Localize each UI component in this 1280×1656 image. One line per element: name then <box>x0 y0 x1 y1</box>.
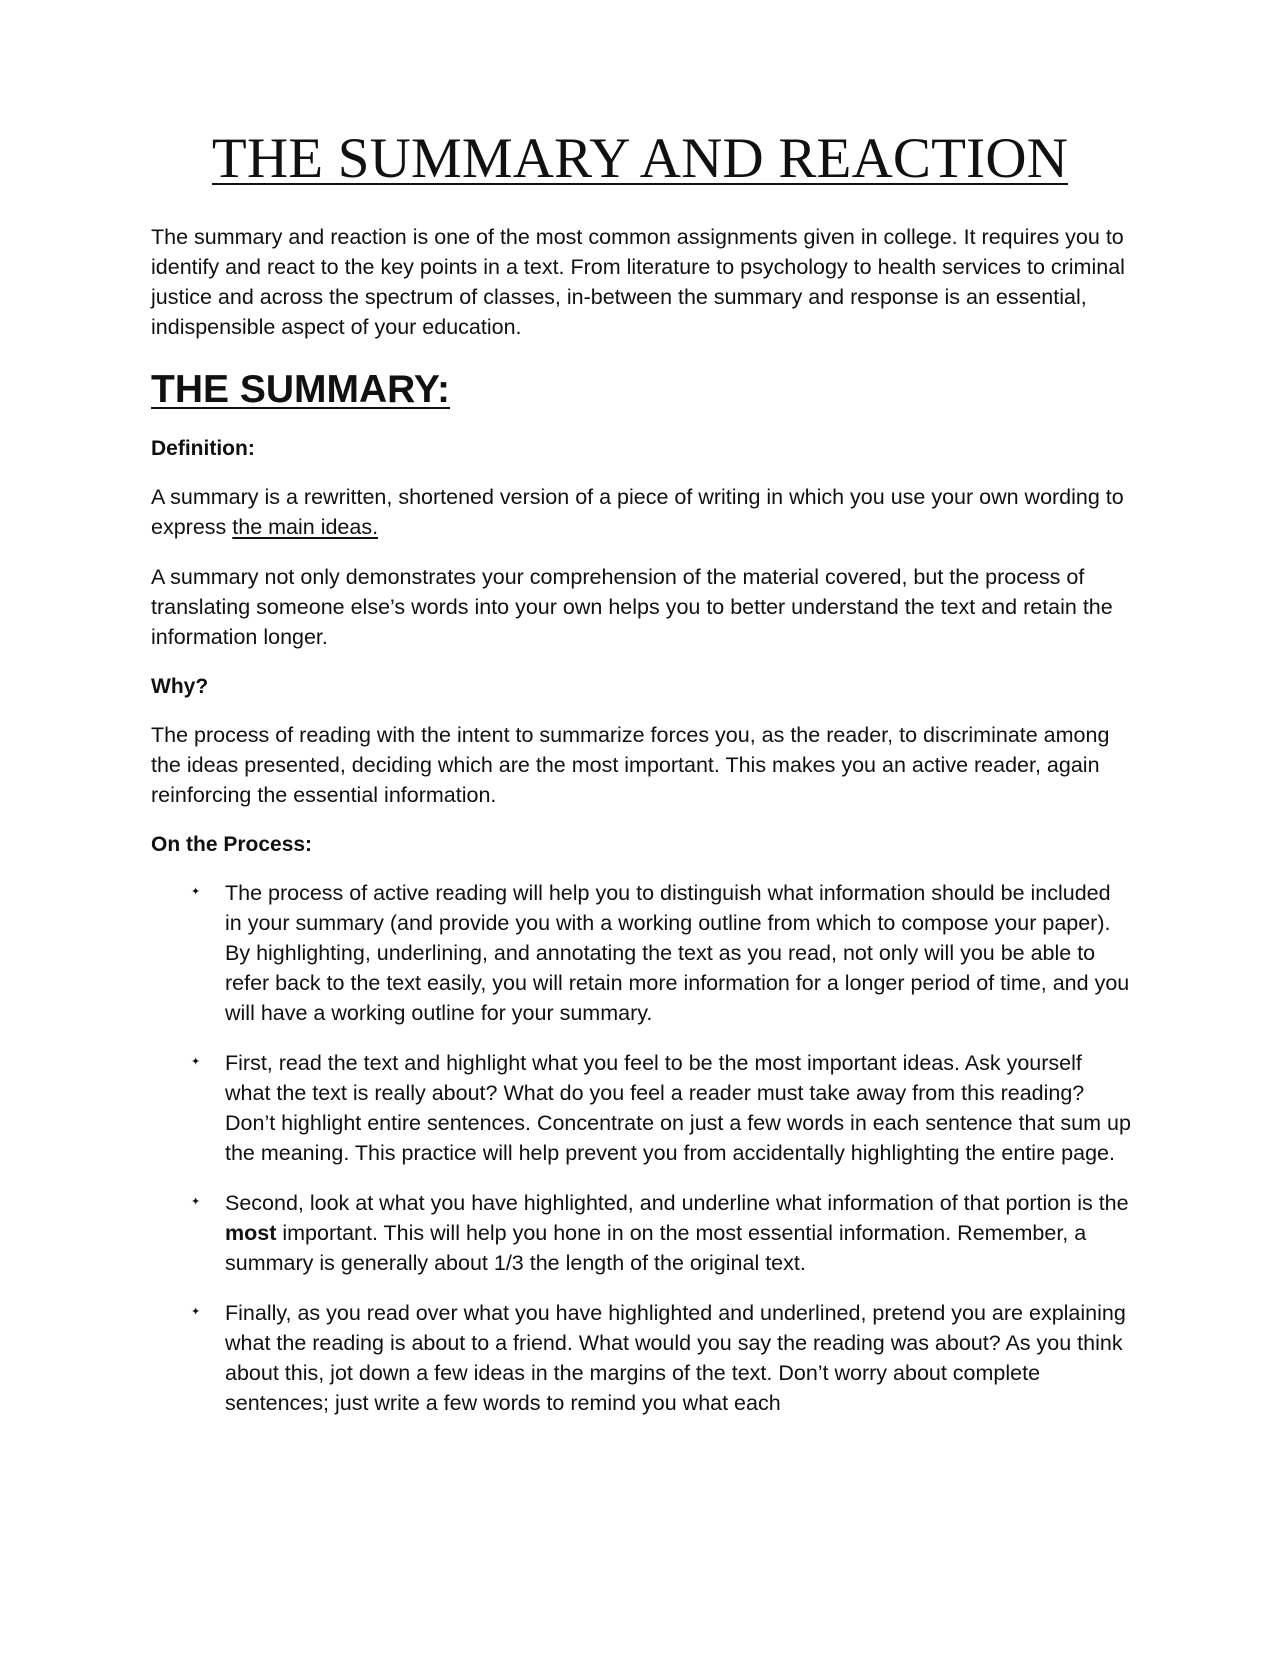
intro-paragraph: The summary and reaction is one of the most common assignments given in college. It requires you to identify and react to the key points in a text. From literature to psychology to health services to criminal justice and across the spectrum of classes, in-between the summary and response is an essential, indispensible aspect of your education. <box>151 225 1125 339</box>
list-item <box>151 1188 1131 1278</box>
definition-paragraph <box>151 482 1131 542</box>
list-item-text-start: Second, look at what you have highlighted, and underline what information of that portion is the <box>225 1191 1129 1215</box>
process-list <box>151 878 1131 1418</box>
star-bullet-icon: ✦ <box>191 1056 201 1068</box>
star-bullet-icon: ✦ <box>191 1306 201 1318</box>
list-item <box>151 878 1131 1028</box>
process-heading: On the Process: <box>151 833 313 856</box>
summary-section-heading: THE SUMMARY: <box>151 368 450 411</box>
page-title-text: THE SUMMARY AND REACTION <box>211 127 1069 190</box>
list-item <box>151 1298 1131 1418</box>
main-ideas-underlined: the main ideas. <box>232 515 379 539</box>
why-heading: Why? <box>151 675 209 698</box>
document-body <box>151 222 1131 1438</box>
list-item-text: The process of active reading will help you to distinguish what information should be included in your summary (and provide you with a working outline from which to compose your paper). By highlighting, underlining, and annotating the text as you read, not only will you be able to refer back to the text easily, you will retain more information for a longer period of time, and you will have a working outline for your summary. <box>225 881 1130 1025</box>
star-bullet-icon: ✦ <box>191 886 201 898</box>
star-bullet-icon: ✦ <box>191 1196 201 1208</box>
list-item-text-end: important. This will help you hone in on the most essential information. Remember, a summary is generally about 1/3 the length of the original text. <box>225 1221 1087 1275</box>
comprehension-paragraph: A summary not only demonstrates your comprehension of the material covered, but the process of translating someone else’s words into your own helps you to better understand the text and retain the information longer. <box>151 565 1113 649</box>
definition-text: A summary is a rewritten, shortened version of a piece of writing in which you use your own wording to express <box>151 485 1124 539</box>
why-paragraph: The process of reading with the intent to summarize forces you, as the reader, to discriminate among the ideas presented, deciding which are the most important. This makes you an active reader, again reinforcing the essential information. <box>151 723 1110 807</box>
page-title <box>0 126 1280 192</box>
definition-heading: Definition: <box>151 437 255 460</box>
list-item-text: Finally, as you read over what you have highlighted and underlined, pretend you are explaining what the reading is about to a friend. What would you say the reading was about? As you think about this, jot down a few ideas in the margins of the text. Don’t worry about complete sentences; just write a few words to remind you what each <box>225 1301 1126 1415</box>
most-emphasis: most <box>225 1221 277 1245</box>
list-item-text: First, read the text and highlight what you feel to be the most important ideas. Ask yourself what the text is really about? What do you feel a reader must take away from this reading? Don’t highlight entire sentences. Concentrate on just a few words in each sentence that sum up the meaning. This practice will help prevent you from accidentally highlighting the entire page. <box>225 1051 1131 1165</box>
list-item <box>151 1048 1131 1168</box>
